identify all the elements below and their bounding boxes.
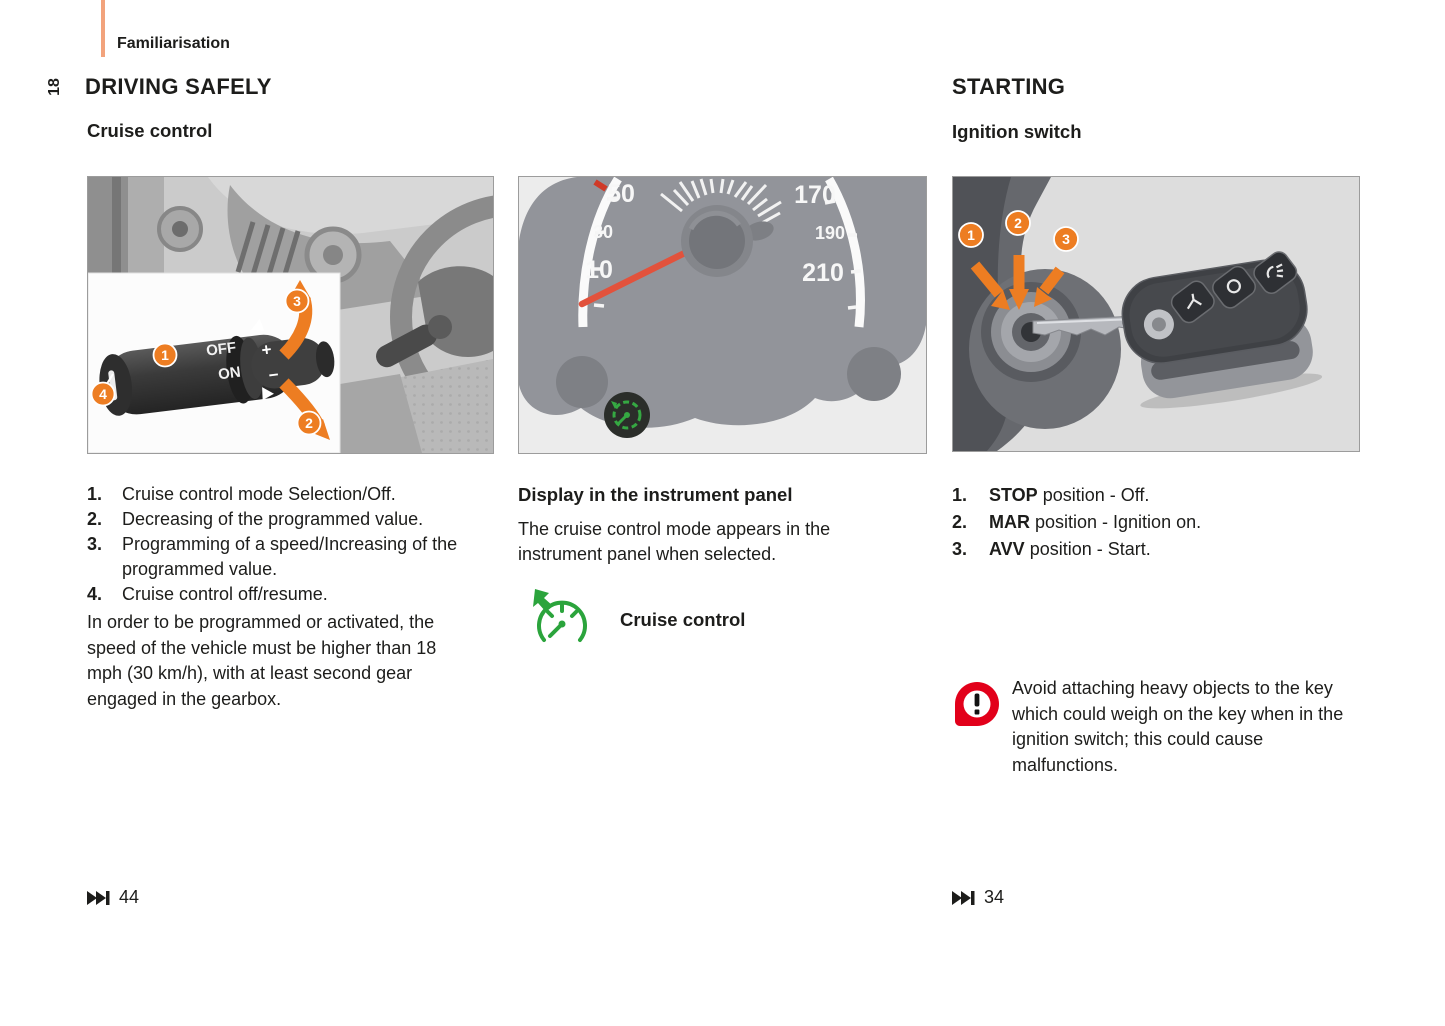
section-title-driving-safely: DRIVING SAFELY: [85, 74, 272, 99]
speed-10: 10: [585, 256, 613, 284]
accent-rule: [101, 0, 105, 57]
badge-3: 3: [293, 293, 301, 309]
item-text: Cruise control off/resume.: [122, 584, 328, 604]
fast-forward-icon: [87, 890, 111, 906]
item-text: [989, 536, 1151, 563]
list-item: [87, 582, 493, 607]
item-number: 2.: [87, 509, 103, 529]
list-item: [87, 532, 493, 582]
speed-30: 30: [592, 222, 614, 242]
speed-190: 190: [814, 223, 846, 243]
item-number: 4.: [87, 584, 103, 604]
speed-170: 170: [794, 181, 836, 209]
instrument-panel-figure: [518, 176, 927, 454]
item-text: Cruise control mode Selection/Off.: [122, 484, 396, 504]
page-reference-number: 34: [984, 887, 1005, 907]
cruise-control-paragraph: In order to be programmed or activated, the speed of the vehicle must be higher than 18 mph (30 km/h), with at least second gear engaged in the gearbox.: [87, 612, 437, 709]
stalk-plus-label: +: [260, 339, 273, 360]
badge-2: 2: [305, 415, 313, 431]
item-number: 1.: [952, 485, 968, 505]
section-title-starting: STARTING: [952, 74, 1066, 99]
speed-50: 50: [607, 180, 635, 208]
badge-1: 1: [967, 227, 975, 243]
page-reference-starting: [952, 887, 1004, 908]
pointer-arrow-icon: [533, 589, 553, 612]
item-number: 2.: [952, 512, 968, 532]
position-key: MAR: [989, 512, 1030, 532]
list-item: [87, 482, 493, 507]
badge-1: 1: [161, 347, 169, 363]
stalk-off-label: OFF: [205, 339, 238, 360]
ignition-positions-list: [952, 482, 1358, 563]
chapter-label: Familiarisation: [117, 35, 230, 52]
list-item: [952, 482, 1358, 509]
item-number: 3.: [87, 534, 103, 554]
item-number: 3.: [952, 539, 968, 559]
item-text: Programming of a speed/Increasing of the programmed value.: [122, 534, 458, 579]
page-number: 18: [45, 78, 63, 96]
cruise-telltale-legend: [530, 588, 745, 652]
warning-exclamation-icon: [952, 679, 1002, 729]
page-reference-number: 44: [119, 887, 140, 907]
cruise-control-gauge-icon: [530, 588, 594, 652]
display-panel-heading: Display in the instrument panel: [518, 484, 793, 505]
position-key: STOP: [989, 485, 1038, 505]
warning-block: [952, 676, 1362, 778]
position-rest: position - Start.: [1024, 539, 1151, 559]
position-rest: position - Off.: [1037, 485, 1150, 505]
warning-text: Avoid attaching heavy objects to the key which could weigh on the key when in the ignition switch; this could cause malfunctions.: [1012, 678, 1344, 775]
list-item: [952, 536, 1358, 563]
fast-forward-icon: [952, 890, 976, 906]
stalk-on-label: ON: [217, 363, 242, 384]
badge-2: 2: [1014, 215, 1022, 231]
ignition-key-figure: [952, 176, 1360, 452]
subsection-ignition-switch: Ignition switch: [952, 121, 1082, 142]
badge-3: 3: [1062, 231, 1070, 247]
stalk-minus-label: −: [267, 365, 280, 386]
cruise-telltale-caption: Cruise control: [620, 609, 746, 630]
display-panel-block: [518, 482, 878, 567]
page-reference-cruise: [87, 887, 139, 908]
item-text: Decreasing of the programmed value.: [122, 509, 424, 529]
cruise-stalk-figure: [87, 176, 494, 454]
item-number: 1.: [87, 484, 103, 504]
position-rest: position - Ignition on.: [1030, 512, 1202, 532]
cruise-control-list: [87, 482, 493, 607]
display-panel-paragraph: The cruise control mode appears in the instrument panel when selected.: [518, 519, 831, 564]
item-text: [989, 482, 1149, 509]
speed-210: 210: [802, 259, 844, 287]
position-key: AVV: [989, 539, 1025, 559]
badge-4: 4: [99, 386, 107, 402]
subsection-cruise-control: Cruise control: [87, 120, 213, 141]
list-item: [87, 507, 493, 532]
list-item: [952, 509, 1358, 536]
item-text: [989, 509, 1201, 536]
